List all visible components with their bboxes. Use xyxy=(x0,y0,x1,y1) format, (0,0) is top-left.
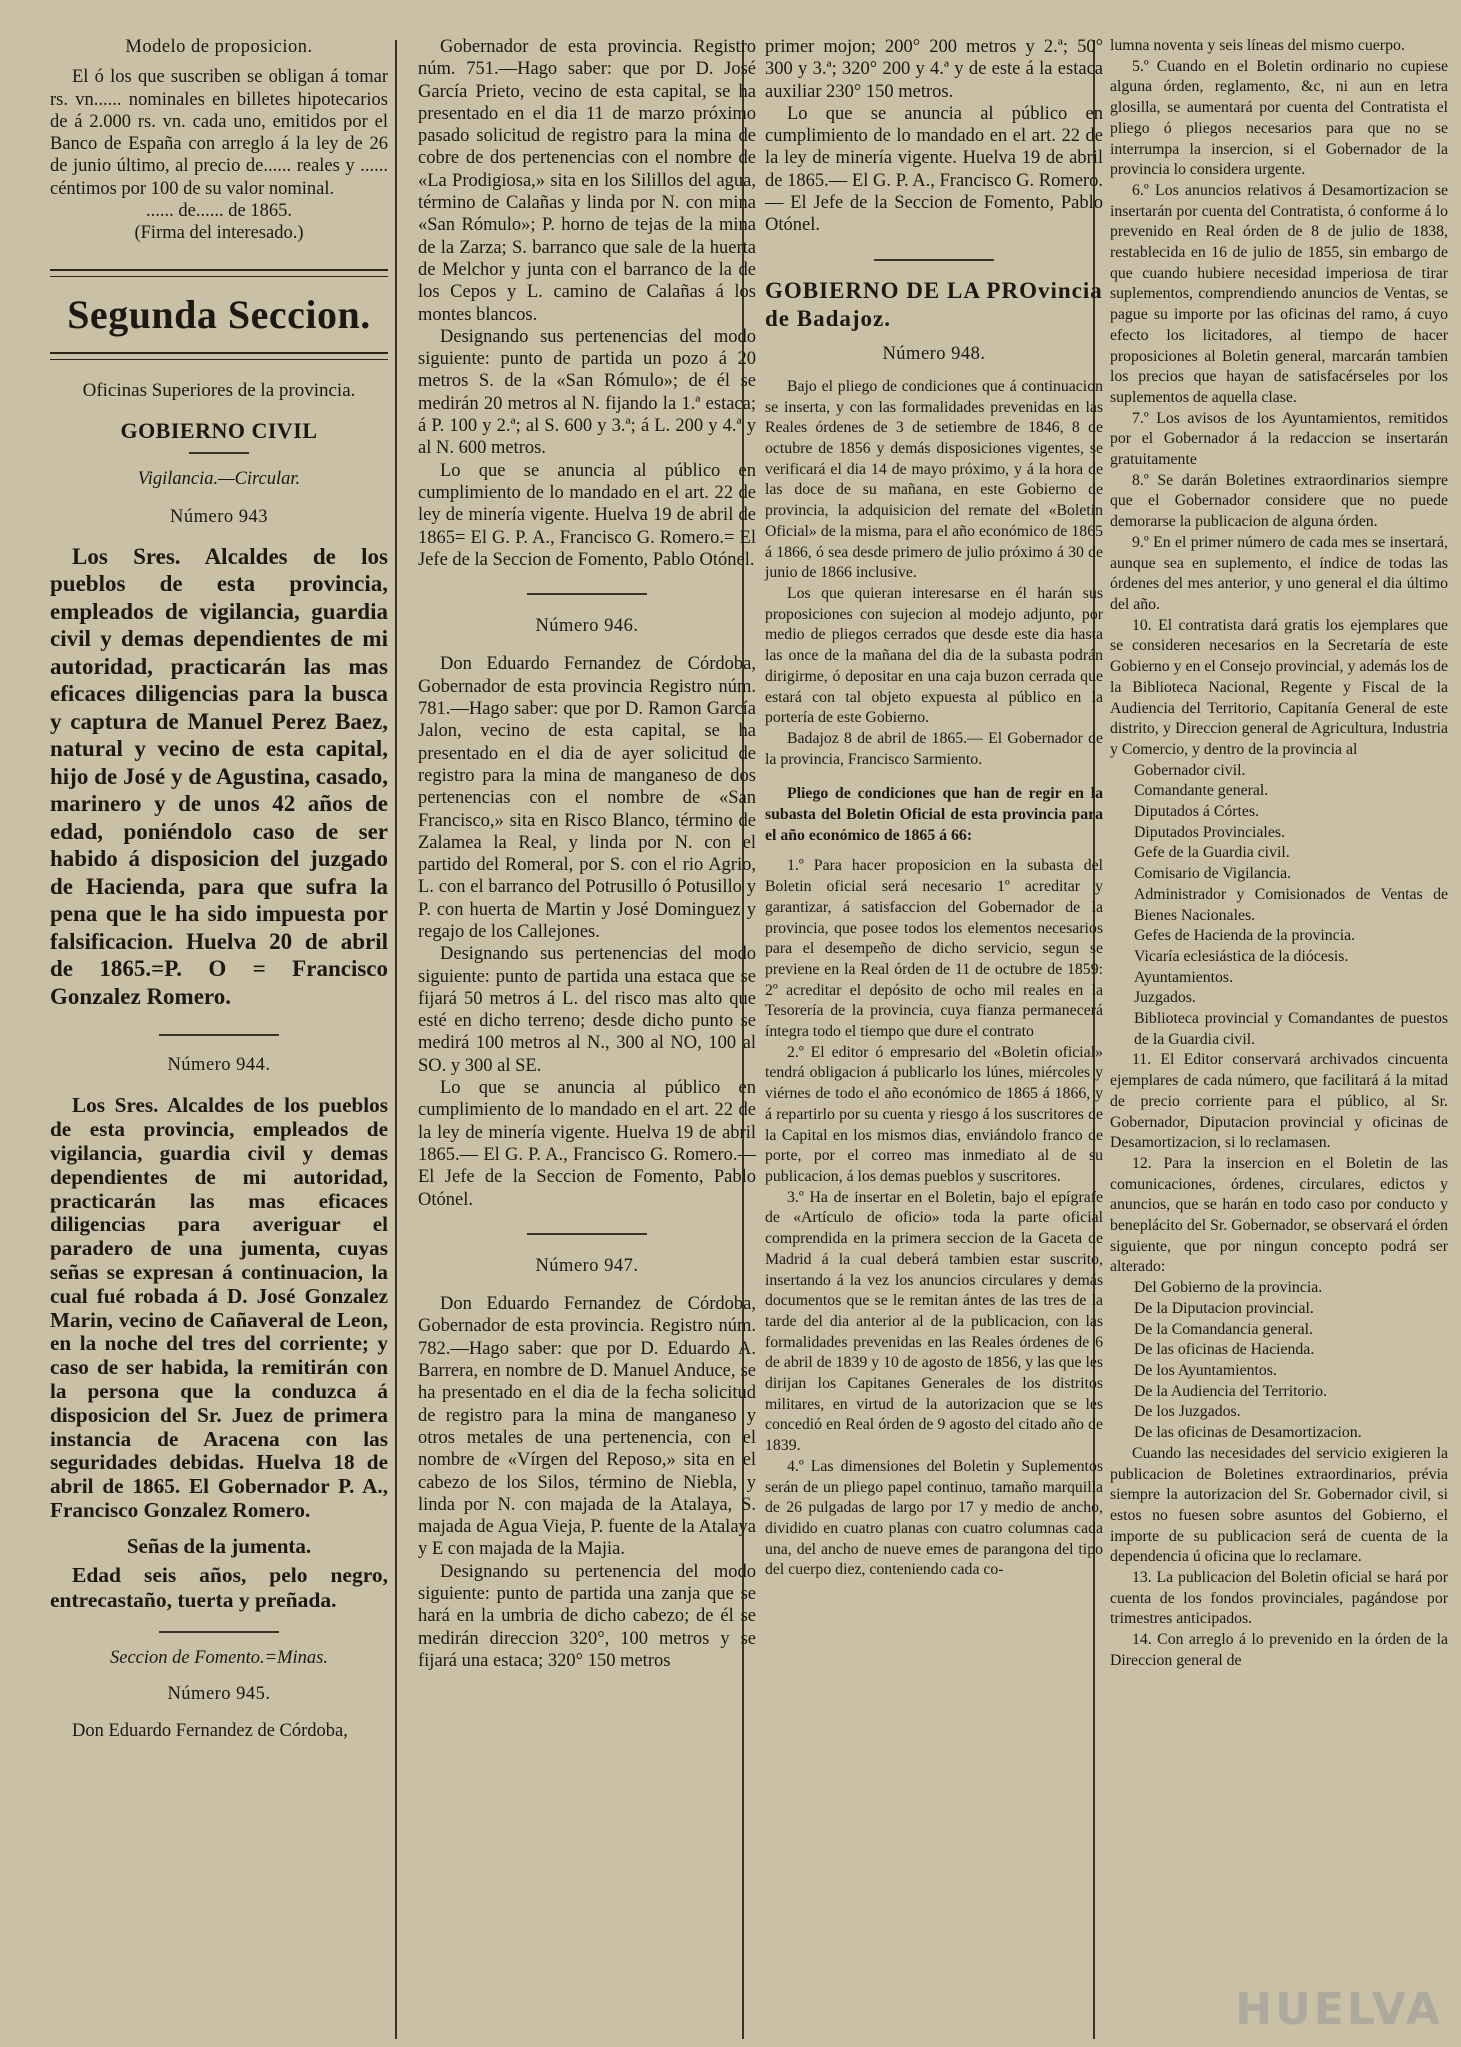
list-item: De las oficinas de Hacienda. xyxy=(1134,1341,1315,1359)
condition-12-extra: Cuando las necesidades del servicio exigieren la publicacion de Boletines extraordinarios, prévia siempre la autorizacion del Sr. Gobernador civil, si estos no fuesen sobre asuntos del Gobierno, el importe de su publicacion será de cuenta de la dependencia ú oficina que lo reclamare. xyxy=(1110,1444,1448,1566)
list-item: Del Gobierno de la provincia. xyxy=(1134,1279,1323,1297)
list-item: Gefes de Hacienda de la provincia. xyxy=(1134,927,1356,945)
number-943: Número 943 xyxy=(170,507,268,528)
list-item: De la Diputacion provincial. xyxy=(1134,1299,1314,1317)
list-item: Gobernador civil. xyxy=(1134,761,1246,779)
number-947: Número 947. xyxy=(535,1255,639,1276)
number-945: Número 945. xyxy=(167,1684,271,1705)
notice-945-designation: Designando sus pertenencias del modo siguiente: punto de partida un pozo á 20 metros S. de la «San Rómulo»; de él se medirán 20 metros al N. fijando la 1.ª estaca; á P. 100 y 2.ª; al S. 600 y 3.ª; á L. 200 y 4.ª y al N. 600 metros. xyxy=(418,326,756,459)
list-item: De los Juzgados. xyxy=(1134,1403,1241,1421)
divider xyxy=(159,1631,279,1633)
badajoz-heading: GOBIERNO DE LA PROvincia de Badajoz. xyxy=(765,277,1103,331)
offices-heading: Oficinas Superiores de la provincia. xyxy=(82,379,356,401)
column-rule xyxy=(395,40,397,2039)
model-sign: (Firma del interesado.) xyxy=(134,223,304,244)
condition-7: 7.º Los avisos de los Ayuntamientos, remitidos por el Gobernador á la redaccion se insertarán gratuitamente xyxy=(1110,409,1448,469)
divider xyxy=(527,593,647,595)
list-item: Comandante general. xyxy=(1134,782,1269,800)
section-rule xyxy=(50,269,388,277)
divider xyxy=(874,259,994,261)
notice-948-proposals: Los que quieran interesarse en él harán sus proposiciones con sujecion al modejo adjunto, por medio de pliegos cerrados que desde este dia hasta las once de la mañana del dia de la subasta podrán dirigirme, ó depositar en una caja buzon cerrada que estará con tal objeto expuesta al público en la portería de este Gobierno. xyxy=(765,585,1103,727)
column-4 xyxy=(1110,36,1448,1672)
model-date: ...... de...... de 1865. xyxy=(146,201,292,222)
condition-4-continued: lumna noventa y seis líneas del mismo cuerpo. xyxy=(1110,37,1405,54)
notice-948-intro: Bajo el pliego de condiciones que á continuacion se inserta, y con las formalidades prevenidas en las Reales órdenes de 3 de setiembre de 1846, 8 de octubre de 1856 y demás disposiciones vigentes, se verificará el dia 14 de mayo próximo, y á la hora de las doce de su mañana, en este Gobierno de provincia, la adquisicion del remate del «Boletin Oficial» de la misma, para el año económico de 1865 á 1866, ó sea desde primero de julio próximo á 30 de junio de 1866 inclusive. xyxy=(765,377,1103,582)
number-946: Número 946. xyxy=(535,616,639,637)
column-2 xyxy=(418,36,756,1672)
condition-6: 6.º Los anuncios relativos á Desamortizacion se insertarán por cuenta del Contratista, ó conforme á lo prevenido en Real órden de 8 de julio de 1838, restablecida en 16 de julio de 1855, sin embargo de que cuando hubiere necesidad imperiosa de tirar suplementos, comprendiendo anuncios de Ventas, se pague su importe por las oficinas del ramo, á cuyo efecto los licitadores, al tiempo de hacer proposiciones al Boletin general, marcarán tambien los precios que hayan de satisfacérseles por los suplementos de aquella clase. xyxy=(1110,181,1448,406)
number-944: Número 944. xyxy=(167,1055,271,1076)
notice-947-closing: Lo que se anuncia al público en cumplimiento de lo mandado en el art. 22 de la ley de minería vigente. Huelva 19 de abril de 1865.— El G. P. A., Francisco G. Romero.— El Jefe de la Seccion de Fomento, Pablo Otónel. xyxy=(765,103,1103,236)
condition-8: 8.º Se darán Boletines extraordinarios siempre que el Gobernador considere que no puede demorarse la publicacion de alguna órden. xyxy=(1110,471,1448,531)
list-item: Gefe de la Guardia civil. xyxy=(1134,844,1290,862)
notice-947-continued: primer mojon; 200° 200 metros y 2.ª; 50° 300 y 3.ª; 320° 200 y 4.ª y de este á la estaca auxiliar 230° 150 metros. xyxy=(765,37,1103,102)
notice-947-designation: Designando su pertenencia del modo siguiente: punto de partida una zanja que se hará en la umbria de dicho cabezo; de él se medirán direccion 320°, 100 metros y se fijará una estaca; 320° 150 metros xyxy=(418,1561,756,1671)
list-item: De la Audiencia del Territorio. xyxy=(1134,1382,1327,1400)
notice-946-designation: Designando sus pertenencias del modo siguiente: punto de partida una estaca que se fijará 50 metros á L. del risco mas alto que esté en dicho terreno; desde dicho punto se medirá 100 metros al N., 300 al NO, 100 al SO. y 300 al SE. xyxy=(418,944,756,1076)
condition-14: 14. Con arreglo á lo prevenido en la órden de la Direccion general de xyxy=(1110,1631,1448,1669)
notice-944: Los Sres. Alcaldes de los pueblos de esta provincia, empleados de vigilancia, guardia civil y demas dependientes de mi autoridad, practicarán las mas eficaces diligencias para averiguar el paradero de una jumenta, cuyas señas se expresan á continuacion, la cual fué robada á D. José Gonzalez Marin, vecino de Cañaveral de Leon, en la noche del tres del corriente; y caso de ser habida, la remitirán con la persona que la conduzca á disposicion del Sr. Juez de primera instancia de Aracena con las seguridades debidas. Huelva 18 de abril de 1865. El Gobernador P. A., Francisco Gonzalez Romero. xyxy=(50,1093,388,1522)
vigilancia-heading: Vigilancia.—Circular. xyxy=(137,468,301,489)
column-1 xyxy=(50,36,388,1742)
condition-11: 11. El Editor conservará archivados cincuenta ejemplares de cada número, que facilitará á la mitad de precio corriente para el público, al Sr. Gobernador, Diputacion provincial y oficinas de Desamortizacion, si lo reclamasen. xyxy=(1110,1051,1448,1152)
list-item: Juzgados. xyxy=(1134,989,1196,1007)
condition-13: 13. La publicacion del Boletin oficial se hará por cuenta de los fondos provinciales, pagándose por trimestres anticipados. xyxy=(1110,1569,1448,1628)
condition-1: 1.º Para hacer proposicion en la subasta del Boletin oficial será necesario 1º acreditar y garantizar, á satisfaccion del Gobernador de la provincia, que posee todos los elementos necesarios para el desempeño de dicho servicio, segun se previene en la Real órden de 11 de octubre de 1859: 2º acreditar el depósito de ocho mil reales en la Tesorería de la provincia, cuya fianza permanecerá íntegra todo el tiempo que dure el contrato xyxy=(765,857,1103,1041)
list-item: Diputados Provinciales. xyxy=(1134,823,1285,841)
condition-5: 5.º Cuando en el Boletin ordinario no cupiese alguna órden, reglamento, &c, ni aun en letra glosilla, se aumentará por cuenta del Contratista el pliego ó pliegos necesarios para que no se interrumpa la insercion, si el Gobernador de la provincia lo considera urgente. xyxy=(1110,57,1448,179)
fomento-heading: Seccion de Fomento.=Minas. xyxy=(110,1648,328,1668)
condition-9: 9.º En el primer número de cada mes se insertará, aunque sea en suplemento, el índice de todas las órdenes del mes anterior, y uno general el dia último del año. xyxy=(1110,533,1448,613)
notice-946-closing: Lo que se anuncia al público en cumplimiento de lo mandado en el art. 22 de la ley de minería vigente. Huelva 19 de abril 1865.— El G. P. A., Francisco G. Romero.— El Jefe de la Seccion de Fomento, Pablo Otónel. xyxy=(418,1078,756,1210)
order-list xyxy=(1110,1278,1448,1444)
list-item: De la Comandancia general. xyxy=(1134,1320,1313,1338)
list-item: De los Ayuntamientos. xyxy=(1134,1362,1277,1379)
condition-10: 10. El contratista dará gratis los ejemplares que se consideren necesarios en la Secretaría de este Gobierno y en el Consejo provincial, y además los de la Biblioteca Nacional, Regente y Fiscal de la Audiencia del Territorio, Capitanía General de este distrito, y Direccion general de Agricultura, Industria y Comercio, y dentro de la provincia al xyxy=(1110,616,1448,758)
notice-943: Los Sres. Alcaldes de los pueblos de esta provincia, empleados de vigilancia, guardia civil y demas dependientes de mi autoridad, practicarán las mas eficaces diligencias para la busca y captura de Manuel Perez Baez, natural y vecino de esta capital, hijo de José y de Agustina, casado, marinero y de unos 42 años de edad, poniéndolo caso de ser habido á disposicion del juzgado de Hacienda, para que sufra la pena que le ha sido impuesta por falsificacion. Huelva 20 de abril de 1865.=P. O = Francisco Gonzalez Romero. xyxy=(50,543,388,1009)
condition-2: 2.º El editor ó empresario del «Boletin oficial» tendrá obligacion á publicarlo los lúnes, miércoles y viérnes de todo el año económico de 1865 á 1866, y á repartirlo por su cuenta y riesgo á los suscritores de la Capital en los mismos dias, enviándolo franco de porte, por el correo mas inmediato al de su publicacion, á los demas pueblos y suscritores. xyxy=(765,1043,1103,1185)
divider xyxy=(527,1233,647,1235)
gobierno-civil-heading: GOBIERNO CIVIL xyxy=(120,417,318,443)
column-3 xyxy=(765,36,1103,1581)
list-item: Diputados á Córtes. xyxy=(1134,803,1260,821)
notice-945-body: Gobernador de esta provincia. Registro núm. 751.—Hago saber: que por D. José García Prieto, vecino de esta capital, se ha presentado en el dia 11 de marzo próximo pasado solicitud de registro para la mina de cobre de dos pertenencias con el nombre de «La Prodigiosa,» sita en los Silillos del agua, término de Calañas y linda por N. con mina «San Rómulo»; P. horno de tejas de la mina de la Zarza; S. barranco que sale de la huerta de Melchor y junta con el barranco de la de los Cepos y L. camino de Calañas á los montes blancos. xyxy=(418,37,756,325)
section-title: Segunda Seccion. xyxy=(67,291,371,337)
list-item: Biblioteca provincial y Comandantes de puestos de la Guardia civil. xyxy=(1134,1010,1448,1048)
recipient-list xyxy=(1110,761,1448,1051)
notice-945-closing: Lo que se anuncia al público en cumplimiento de lo mandado en el art. 22 de ley de minería vigente. Huelva 19 de abril de 1865= El G. P. A., Francisco G. Romero.= El Jefe de la Seccion de Fomento, Pablo Otónel. xyxy=(418,460,756,570)
list-item: Administrador y Comisionados de Ventas de Bienes Nacionales. xyxy=(1134,885,1448,924)
list-item: Vicaría eclesiástica de la diócesis. xyxy=(1134,947,1349,965)
senas-body: Edad seis años, pelo negro, entrecastaño, tuerta y preñada. xyxy=(50,1563,388,1612)
list-item: Comisario de Vigilancia. xyxy=(1134,865,1292,883)
conditions-heading: Pliego de condiciones que han de regir en la subasta del Boletin Oficial de esta provincia para el año económico de 1865 á 66: xyxy=(765,785,1103,844)
list-item: Ayuntamientos. xyxy=(1134,968,1234,986)
section-rule xyxy=(50,352,388,360)
condition-4: 4.º Las dimensiones del Boletin y Suplementos serán de un pliego papel continuo, tamaño marquilla de 26 pulgadas de largo por 17 y medio de ancho, dividido en cuatro planas con cuatro columnas cada una, del ancho de nueve emes de parangona del tipo del cuerpo diez, conteniendo cada co- xyxy=(765,1457,1103,1579)
model-body: El ó los que suscriben se obligan á tomar rs. vn...... nominales en billetes hipotecarios de á 2.000 rs. vn. cada uno, emitidos por el Banco de España con arreglo á la ley de 26 de junio último, al precio de...... reales y ...... céntimos por 100 de su valor nominal. xyxy=(50,67,388,199)
divider xyxy=(189,452,249,454)
number-948: Número 948. xyxy=(882,343,986,364)
archive-watermark: HUELVA xyxy=(1235,1984,1443,2035)
senas-heading: Señas de la jumenta. xyxy=(126,1533,312,1558)
list-item: De las oficinas de Desamortizacion. xyxy=(1134,1424,1362,1442)
notice-945-start: Don Eduardo Fernandez de Córdoba, xyxy=(72,1720,348,1741)
notice-948-signature: Badajoz 8 de abril de 1865.— El Gobernador de la provincia, Francisco Sarmiento. xyxy=(765,729,1103,768)
notice-946: Don Eduardo Fernandez de Córdoba, Gobernador de esta provincia Registro núm. 781.—Hago saber: que por D. Ramon García Jalon, vecino de esta capital, se ha presentado en el dia de ayer solicitud de registro para la mina de manganeso de dos pertenencias con el nombre de «San Francisco,» sita en Risco Blanco, término de Zalamea la Real, y linda por N. con el partido del Romeral, por S. con el rio Agrio, L. con el barranco del Potrusillo ó Potusillo y P. con huerta de Martin y José Dominguez y regajo de los Callejones. xyxy=(418,654,756,942)
condition-12: 12. Para la insercion en el Boletin de las comunicaciones, órdenes, circulares, edictos y anuncios, que se harán en todo caso por conducto y beneplácito del Sr. Gobernador, se observará el órden siguiente, que por ningun concepto podrá ser alterado: xyxy=(1110,1154,1448,1276)
divider xyxy=(159,1034,279,1036)
notice-947: Don Eduardo Fernandez de Córdoba, Gobernador de esta provincia. Registro núm. 782.—Hago saber: que por D. Eduardo A. Barrera, en nombre de D. Manuel Anduce, se ha presentado en el dia de la fecha solicitud de registro para la mina de manganeso y otros metales de una pertenencia, con el nombre de «Vírgen del Reposo,» sita en el cabezo de los Silos, término de Niebla, y linda por N. con majada de la Atalaya, S. majada de Agua Vieja, P. fuente de la Atalaya y E con majada de la Majia. xyxy=(418,1294,756,1560)
condition-3: 3.º Ha de insertar en el Boletin, bajo el epígrafe de «Artículo de oficio» toda la parte oficial comprendida en la primera seccion de la Gaceta de Madrid á la cual deberá tambien estar suscrito, insertando á la vez los anuncios circulares y demás documentos que se le remitan ántes de las tres de la tarde del dia anterior al de la publicacion, con las formalidades prevenidas en las Reales órdenes de 6 de abril de 1839 y 10 de agosto de 1856, y las que les dirijan los Capitanes Generales de los distritos militares, en virtud de la autorizacion que se les concedió en Real órden de 9 agosto del citado año de 1839. xyxy=(765,1188,1103,1455)
model-title: Modelo de proposicion. xyxy=(125,37,313,57)
